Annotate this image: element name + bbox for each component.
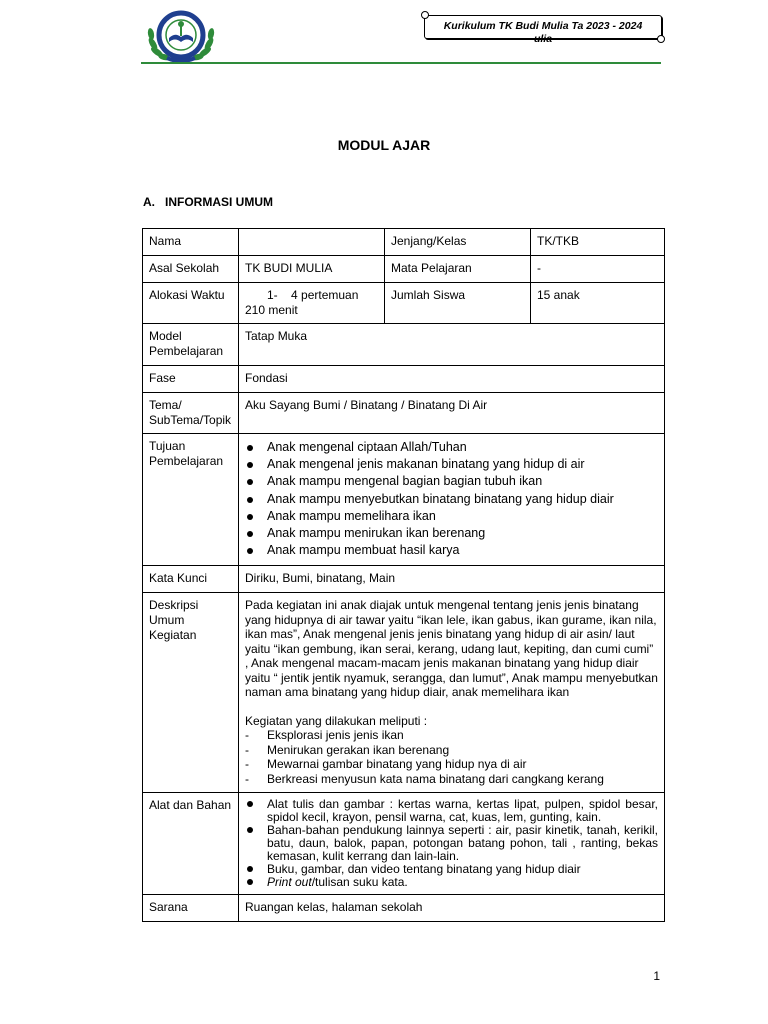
print-out-text: Print out xyxy=(267,875,312,889)
jenjang-value: TK/TKB xyxy=(531,229,665,256)
tema-value: Aku Sayang Bumi / Binatang / Binatang Di Air xyxy=(239,393,665,434)
alat-bahan-label: Alat dan Bahan xyxy=(143,793,239,895)
list-item xyxy=(245,876,658,889)
table-row xyxy=(143,324,665,366)
document-title: MODUL AJAR xyxy=(337,137,431,153)
list-item: Anak mampu menirukan ikan berenang xyxy=(245,525,658,542)
table-row xyxy=(143,366,665,393)
kata-kunci-label: Kata Kunci xyxy=(143,566,239,593)
section-title: INFORMASI UMUM xyxy=(165,195,273,209)
fase-label: Fase xyxy=(143,366,239,393)
asal-sekolah-value: TK BUDI MULIA xyxy=(239,256,385,283)
table-row xyxy=(143,256,665,283)
fase-value: Fondasi xyxy=(239,366,665,393)
table-row xyxy=(143,393,665,434)
curriculum-banner xyxy=(424,15,662,45)
list-item: Anak mampu menyebutkan binatang binatang yang hidup diair xyxy=(245,491,658,508)
school-logo xyxy=(145,8,217,64)
tujuan-pembelajaran-list xyxy=(239,434,665,566)
section-number: A. xyxy=(143,195,155,209)
list-item: - Mewarnai gambar binatang yang hidup nya di air xyxy=(245,757,658,772)
alat-bahan-list xyxy=(239,793,665,895)
tema-label-line1: Tema/ xyxy=(149,398,182,412)
section-heading xyxy=(143,195,273,209)
asal-sekolah-label: Asal Sekolah xyxy=(143,256,239,283)
list-item: Anak mengenal jenis makanan binatang yang hidup di air xyxy=(245,456,658,473)
banner-text-overflow: ulia xyxy=(533,33,553,45)
list-item: Bahan-bahan pendukung lainnya seperti : air, pasir kinetik, tanah, kerikil, batu, daun, balok, papan, potongan batang pohon, tali , ranting, bekas kemasan, kulit kerrang dan lain-lain. xyxy=(245,824,658,863)
alokasi-waktu-label: Alokasi Waktu xyxy=(143,283,239,324)
tujuan-label-line2: Pembelajaran xyxy=(149,454,224,468)
table-row xyxy=(143,593,665,793)
list-item: - Menirukan gerakan ikan berenang xyxy=(245,743,658,758)
table-row xyxy=(143,566,665,593)
table-row xyxy=(143,895,665,922)
list-item: Buku, gambar, dan video tentang binatang yang hidup diair xyxy=(245,863,658,876)
tujuan-pembelajaran-label xyxy=(143,434,239,566)
deskripsi-label-line1: Deskripsi xyxy=(149,598,199,612)
jumlah-siswa-value: 15 anak xyxy=(531,283,665,324)
list-item: Anak mengenal ciptaan Allah/Tuhan xyxy=(245,439,658,456)
table-row xyxy=(143,793,665,895)
list-item: - Berkreasi menyusun kata nama binatang dari cangkang kerang xyxy=(245,772,658,787)
tujuan-label-line1: Tujuan xyxy=(149,439,186,453)
tulisan-suku-kata-text: /tulisan suku kata. xyxy=(311,875,408,889)
model-pembelajaran-value: Tatap Muka xyxy=(239,324,665,366)
header-divider xyxy=(141,62,661,64)
list-item: Anak mampu memelihara ikan xyxy=(245,508,658,525)
banner-text: Kurikulum TK Budi Mulia Ta 2023 - 2024 xyxy=(443,20,643,32)
model-label-line1: Model xyxy=(149,329,182,343)
model-pembelajaran-label xyxy=(143,324,239,366)
kegiatan-intro: Kegiatan yang dilakukan meliputi : xyxy=(245,713,428,728)
tema-label xyxy=(143,393,239,434)
kata-kunci-value: Diriku, Bumi, binatang, Main xyxy=(239,566,665,593)
sarana-label: Sarana xyxy=(143,895,239,922)
page-number: 1 xyxy=(653,969,660,983)
alokasi-pertemuan: 1- 4 pertemuan xyxy=(267,288,359,302)
list-item: - Eksplorasi jenis jenis ikan xyxy=(245,728,658,743)
list-item: Alat tulis dan gambar : kertas warna, kertas lipat, pulpen, spidol besar, spidol kecil, krayon, pensil warna, cat, kuas, lem, gunting, kain. xyxy=(245,798,658,824)
mata-pelajaran-label: Mata Pelajaran xyxy=(385,256,531,283)
nama-label: Nama xyxy=(143,229,239,256)
deskripsi-label xyxy=(143,593,239,793)
mata-pelajaran-value: - xyxy=(531,256,665,283)
model-label-line2: Pembelajaran xyxy=(149,344,224,358)
deskripsi-paragraph: Pada kegiatan ini anak diajak untuk mengenal tentang jenis jenis binatang yang hidupnya di air tawar yaitu “ikan lele, ikan gabus, ikan gurame, ikan nila, ikan mas”, Anak mengenal jenis jenis binatang yang hidup di air asin/ laut yaitu “ikan gembung, ikan serai, kerang, udang laut, kepiting, dan cumi cumi” , Anak mengenal macam-macam jenis makanan binatang yang hidup diair yaitu “ jentik jentik nyamuk, serangga, dan lumut”, Anak mampu menyebutkan naman ama binatang yang hidup diair, anak memelihara ikan xyxy=(245,598,658,699)
deskripsi-label-line2: Umum Kegiatan xyxy=(149,613,197,642)
sarana-value: Ruangan kelas, halaman sekolah xyxy=(239,895,665,922)
list-item: Anak mampu membuat hasil karya xyxy=(245,542,658,559)
information-table xyxy=(142,228,665,922)
jenjang-label: Jenjang/Kelas xyxy=(385,229,531,256)
tema-label-line2: SubTema/Topik xyxy=(149,413,232,427)
table-row xyxy=(143,434,665,566)
alokasi-menit: 210 menit xyxy=(245,303,298,317)
alokasi-waktu-value xyxy=(239,283,385,324)
list-item: Anak mampu mengenal bagian bagian tubuh ikan xyxy=(245,473,658,490)
table-row xyxy=(143,283,665,324)
jumlah-siswa-label: Jumlah Siswa xyxy=(385,283,531,324)
table-row xyxy=(143,229,665,256)
deskripsi-value xyxy=(239,593,665,793)
nama-value xyxy=(239,229,385,256)
